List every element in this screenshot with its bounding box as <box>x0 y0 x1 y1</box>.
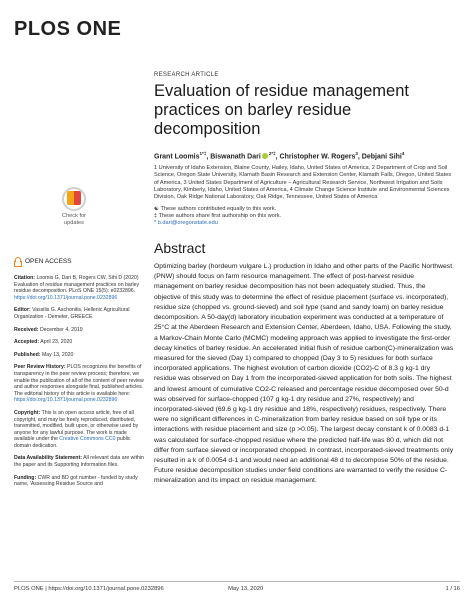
cc0-link[interactable]: Creative Commons CC0 <box>59 436 116 443</box>
footer-date: May 13, 2020 <box>228 586 264 592</box>
article-title: Evaluation of residue management practices on barley residue decomposition <box>154 82 409 138</box>
data-availability: Data Availability Statement: All relevant data are within the paper and its Supporting Information files. <box>14 455 144 469</box>
author-notes: ☯ These authors contributed equally to this work. ‡ These authors share first authorship on this work. * b.dari@oregonstate.edu <box>154 206 454 227</box>
open-access-label: OPEN ACCESS <box>14 258 146 267</box>
funding: Funding: CWR and BD got number - funded by study name, 'Assessing Residue Source and <box>14 474 138 488</box>
check-for-updates-badge[interactable] <box>53 187 95 235</box>
published-date: Published: May 13, 2020 <box>14 351 74 358</box>
open-lock-icon <box>14 261 22 267</box>
peer-review-link[interactable]: https://doi.org/10.1371/journal.pone.0232896 <box>14 397 118 404</box>
affiliations: 1 University of Idaho Extension, Blaine County, Hailey, Idaho, United States of America, 2 Department of Crop and Soil Science, Oregon State University, Klamath Basin Research and Extension Center, Klamath Falls, Oregon, United States of America, 3 United States Department of Agriculture – Agricultural Research Service, Northwest Irrigation and Soils Laboratory, Kimberly, Idaho, United States of America, 4 Climate Change Science Institute and Environmental Sciences Division, Oak Ridge National Laboratory, Oak Ridge, Tennessee, United States of America <box>154 165 452 200</box>
copyright: Copyright: This is an open access article, free of all copyright, and may be freely reproduced, distributed, transmitted, modified, built upon, or otherwise used by anyone for any lawful purpose. The work is made available under the Creative Commons CC0 public domain dedication. <box>14 409 139 449</box>
check-for-updates-icon <box>62 187 86 211</box>
abstract-heading: Abstract <box>154 240 206 257</box>
page-number: 1 / 16 <box>445 586 460 592</box>
abstract-text: Optimizing barley (hordeum vulgare L.) production in Idaho and other parts of the Pacific Northwest (PNW) should focus on farm resource management. The effect of post-harvest residue management on barley residue decomposition has not been adequately studied. Thus, the objective of this study was to determine the effect of residue placement (surface vs. incorporated), residue size (chopped vs. ground-sieved) and soil type (sand and sandy loam) on barley residue decomposition. A 50-day(d) laboratory incubation experiment was conducted at a temperature of 25°C at the Aberdeen Research and Extension Center, Aberdeen, Idaho, USA. Following the study, a Markov-Chain Monte Carlo (MCMC) modeling approach was applied to investigate the first-order decay kinetics of barley residue. An accelerated initial flush of residue carbon(C)-mineralization was measured for the sieved (Day 1) compared to chopped (Day 3 to 5) residues for both surface incorporated applications. The highest evolution of carbon dioxide (CO2)-C of 8.3 g kg-1 dry residue was observed on Day 1 from the incorporated-sieved application for both soils. The highest and lowest amount of cumulative CO2-C released and percentage residue decomposed over 50-d was observed for surface-chopped (107 g kg-1 dry residue and 27%, respectively) and incorporated-sieved (69.6 g kg-1 dry residue and 18%, respectively) residues, respectively. There were no significant differences in C-mineralization from barley residue based on soil type or its interactions with residue placement and size (p >0.05). The largest decay constant k of 0.0083 d-1 was calculated for surface-chopped residue where the predicted half-life was 80 d, which did not differ from surface sieved or incorporated chopped. In contrast, incorporated-sieved treatments only resulted in a k of 0.0054 d-1 and would need an additional 48 d to decompose 50% of the residue. Future residue decomposition studies under field conditions are warranted to verify the residue C-mineralization and its impact on residue management. <box>154 263 454 485</box>
page-footer <box>14 581 460 592</box>
peer-review-history: Peer Review History: PLOS recognizes the benefits of transparency in the peer review process; therefore, we enable the publication of all of the content of peer review and author responses alongside final, published articles. The editorial history of this article is available here: https://doi.org/10.1371/journal.pone.0232896 <box>14 364 144 404</box>
editor: Editor: Vassilis G. Aschonitis, Hellenic Agricultural Organization - Demeter, GREECE <box>14 307 130 320</box>
article-type: RESEARCH ARTICLE <box>154 72 219 78</box>
journal-logo: PLOS ONE <box>14 18 122 40</box>
sidebar <box>14 258 146 494</box>
check-for-updates-label: Check for updates <box>62 213 86 226</box>
citation: Citation: Loomis G, Dari B, Rogers CW, Sihi D (2020) Evaluation of residue management practices on barley residue decomposition. PLoS ONE 15(5): e0232896. https://doi.org/10.1371/journal.pone.0232896 <box>14 275 140 301</box>
footer-doi[interactable]: PLOS ONE | https://doi.org/10.1371/journal.pone.0232896 <box>14 586 164 592</box>
citation-doi-link[interactable]: https://doi.org/10.1371/journal.pone.0232896 <box>14 294 118 301</box>
article-main <box>154 72 454 487</box>
accepted-date: Accepted: April 23, 2020 <box>14 339 73 346</box>
corresponding-email[interactable]: * b.dari@oregonstate.edu <box>154 219 218 226</box>
orcid-icon[interactable] <box>262 153 268 159</box>
author-list: Grant Loomis$^{1*\ddagger}$, Biswanath Dari $^{2*\ddagger}$, Christopher W. Rogers$^3$, Debjani Sihi$^4$ <box>154 151 405 161</box>
received-date: Received: December 4, 2019 <box>14 326 83 333</box>
